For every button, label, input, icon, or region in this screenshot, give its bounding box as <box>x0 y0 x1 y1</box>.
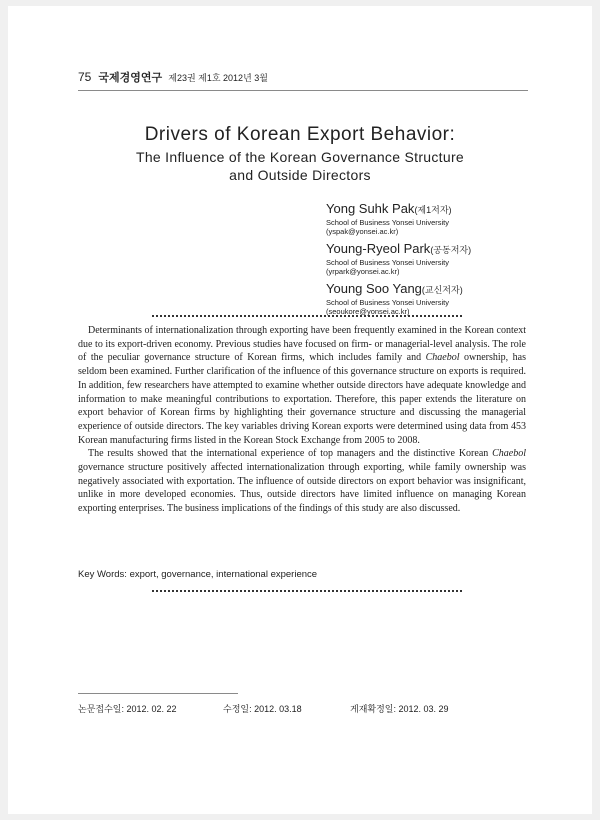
subtitle-line: and Outside Directors <box>229 167 371 183</box>
author-affiliation: School of Business Yonsei University <box>326 298 449 307</box>
author-name: Yong Suhk Pak <box>326 201 415 216</box>
author-email: (yspak@yonsei.ac.kr) <box>326 227 399 236</box>
paper-subtitle <box>8 148 592 184</box>
author-name: Young-Ryeol Park <box>326 241 431 256</box>
accepted-date: 게재확정일: 2012. 03. 29 <box>350 704 449 714</box>
author-email: (yrpark@yonsei.ac.kr) <box>326 267 400 276</box>
running-head <box>78 69 268 85</box>
revised-date: 수정일: 2012. 03.18 <box>223 704 302 714</box>
received-date: 논문접수일: 2012. 02. 22 <box>78 704 177 714</box>
author-role: (제1저자) <box>414 205 452 215</box>
author-affiliation: School of Business Yonsei University <box>326 218 449 227</box>
journal-name: 국제경영연구 <box>98 72 163 84</box>
abstract <box>78 324 526 516</box>
author-role: (공동저자) <box>430 245 472 255</box>
author-email: (seoukore@yonsei.ac.kr) <box>326 307 410 316</box>
dotted-separator-bottom <box>152 590 462 592</box>
running-head-rule <box>78 90 528 91</box>
keywords: Key Words: export, governance, international experience <box>78 569 318 580</box>
author-affiliation: School of Business Yonsei University <box>326 258 449 267</box>
abstract-paragraph: The results showed that the international experience of top managers and the distinctive Korean Chaebol governance structure positively affected internationalization through exporting, while family ownership was negatively associated with exportation. The influence of outside directors on export behavior was insignificant, unlike in more developed economies. Thus, outside directors have limited influence on managing Korean exporting enterprises. The business implications of the findings of this study are also discussed. <box>78 448 526 515</box>
subtitle-line: The Influence of the Korean Governance Structure <box>135 149 465 165</box>
paper-title: Drivers of Korean Export Behavior: <box>144 124 456 145</box>
journal-issue: 제23권 제1호 2012년 3월 <box>168 73 268 83</box>
author-block <box>326 281 556 316</box>
author-block <box>326 201 556 236</box>
dotted-separator-top <box>152 315 462 317</box>
abstract-paragraph: Determinants of internationalization through exporting have been frequently examined in the Korean context due to its export-driven economy. Previous studies have focused on firm- or managerial-level analysis. The role of the peculiar governance structure of Korean firms, which includes family and Chaebol ownership, has seldom been examined. Further clarification of the influence of this governance structure on exports is required. In addition, few researchers have attempted to examine whether outside directors have adequate knowledge and information to make meaningful contributions to exportation. Therefore, this paper extends the literature on export behavior of Korean firms by highlighting their governance structure and discussing the managerial experience of outside directors. The key variables driving Korean exports were determined using data from 453 Korean manufacturing firms listed in the Korean Stock Exchange from 2005 to 2008. <box>78 325 526 446</box>
author-list <box>326 201 556 321</box>
footnote-rule <box>78 693 238 694</box>
author-name: Young Soo Yang <box>326 281 422 296</box>
page-number: 75 <box>78 70 92 84</box>
author-role: (교신저자) <box>421 285 463 295</box>
author-block <box>326 241 556 276</box>
paper-page <box>8 6 592 814</box>
